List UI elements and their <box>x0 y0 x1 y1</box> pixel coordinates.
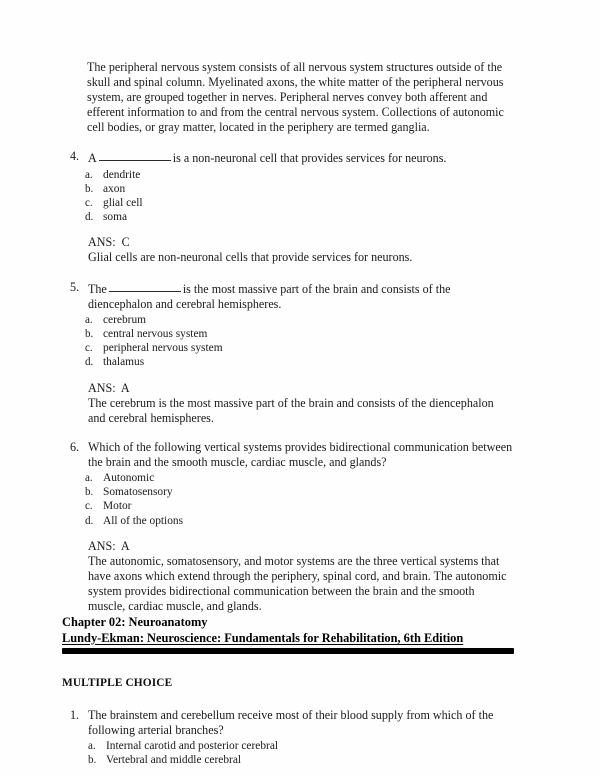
option-letter: a. <box>85 168 93 181</box>
question-text-6: Which of the following vertical systems provides bidirectional communication between the brain and the smooth muscle, cardiac muscle, and glands? <box>88 439 513 469</box>
option-item[interactable] <box>62 739 514 753</box>
option-text: Internal carotid and posterior cerebral <box>106 739 279 752</box>
answer-block-5 <box>62 381 514 426</box>
option-letter: d. <box>85 356 94 369</box>
option-text: dendrite <box>103 168 141 181</box>
option-text: soma <box>103 211 128 224</box>
option-text: axon <box>103 182 126 195</box>
answer-block-4 <box>62 235 514 265</box>
option-item[interactable] <box>62 182 514 196</box>
header-divider-rule <box>62 648 514 654</box>
option-item[interactable] <box>62 168 514 182</box>
fill-in-blank-5 <box>109 280 181 292</box>
question-block-6 <box>62 440 514 614</box>
option-text: Autonomic <box>103 472 155 485</box>
answer-label: ANS: A <box>88 380 130 395</box>
option-text: central nervous system <box>103 327 208 340</box>
question-number-next-1: 1. <box>70 707 80 722</box>
question-stem-prefix-4: A <box>88 151 97 166</box>
option-text: All of the options <box>103 514 184 527</box>
option-item[interactable] <box>62 753 514 767</box>
question-number-5: 5. <box>70 279 80 294</box>
option-text: cerebrum <box>103 313 147 326</box>
question-text-5 <box>88 280 514 312</box>
option-letter: d. <box>85 211 94 224</box>
option-list-6 <box>62 471 514 528</box>
option-item[interactable] <box>62 514 514 528</box>
question-stem-4 <box>62 149 514 166</box>
answer-label: ANS: A <box>88 538 130 553</box>
option-item[interactable] <box>62 313 514 327</box>
option-text: Motor <box>103 500 132 513</box>
question-text-4 <box>88 149 514 166</box>
question-block-4 <box>62 149 514 265</box>
option-letter: b. <box>85 182 94 195</box>
option-list-next-1 <box>62 739 514 767</box>
option-text: thalamus <box>103 356 145 369</box>
question-number-6: 6. <box>70 439 80 454</box>
question-stem-6 <box>62 440 514 470</box>
answer-rationale: The cerebrum is the most massive part of the brain and consists of the diencephalon and cerebral hemispheres. <box>88 395 494 425</box>
chapter-title: Chapter 02: Neuroanatomy <box>62 615 208 630</box>
question-stem-prefix-5: The <box>88 281 107 296</box>
option-list-5 <box>62 313 514 370</box>
question-text-next-1: The brainstem and cerebellum receive most of their blood supply from which of the following arterial branches? <box>88 707 494 737</box>
option-letter: b. <box>88 754 97 767</box>
option-text: Somatosensory <box>103 486 173 499</box>
book-title: Lundy-Ekman: Neuroscience: Fundamentals for Rehabilitation, 6th Edition <box>62 630 464 645</box>
option-list-4 <box>62 168 514 225</box>
page-content <box>62 60 514 767</box>
question-number-4: 4. <box>70 149 80 164</box>
option-letter: c. <box>85 342 93 355</box>
question-stem-next-1 <box>62 708 514 738</box>
option-letter: a. <box>85 472 93 485</box>
option-letter: c. <box>85 196 93 209</box>
option-letter: b. <box>85 327 94 340</box>
question-block-5 <box>62 280 514 426</box>
option-text: peripheral nervous system <box>103 342 223 355</box>
question-stem-5 <box>62 280 514 312</box>
answer-block-6 <box>62 539 514 614</box>
option-letter: a. <box>85 313 93 326</box>
fill-in-blank-4 <box>99 149 171 161</box>
option-item[interactable] <box>62 471 514 485</box>
option-item[interactable] <box>62 196 514 210</box>
option-item[interactable] <box>62 210 514 224</box>
section-heading-multiple-choice: MULTIPLE CHOICE <box>62 676 173 689</box>
option-item[interactable] <box>62 341 514 355</box>
option-letter: d. <box>85 514 94 527</box>
intro-paragraph: The peripheral nervous system consists of all nervous system structures outside of the skull and spinal column. Myelinated axons, the white matter of the peripheral nervous system, are grouped together in nerves. Peripheral nerves convey both afferent and efferent information to and from the central nervous system. Collections of autonomic cell bodies, or gray matter, located in the periphery are termed ganglia. <box>87 60 504 135</box>
option-letter: c. <box>85 500 93 513</box>
option-item[interactable] <box>62 499 514 513</box>
option-letter: a. <box>88 739 96 752</box>
answer-rationale: Glial cells are non-neuronal cells that provide services for neurons. <box>88 250 413 265</box>
option-item[interactable] <box>62 355 514 369</box>
option-item[interactable] <box>62 485 514 499</box>
option-letter: b. <box>85 486 94 499</box>
question-stem-suffix-5: is the most massive part of the brain and consists of the diencephalon and cerebral hemispheres. <box>88 281 451 311</box>
chapter-header <box>62 615 514 653</box>
question-stem-suffix-4: is a non-neuronal cell that provides services for neurons. <box>172 151 447 166</box>
question-block-next-1 <box>62 708 514 768</box>
option-item[interactable] <box>62 327 514 341</box>
answer-label: ANS: C <box>88 235 130 250</box>
option-text: glial cell <box>103 196 143 209</box>
answer-rationale: The autonomic, somatosensory, and motor systems are the three vertical systems that have axons which extend through the periphery, spinal cord, and brain. The autonomic system provides bidirectional communication between the brain and the smooth muscle, cardiac muscle, and glands. <box>88 553 507 614</box>
option-text: Vertebral and middle cerebral <box>106 754 242 767</box>
